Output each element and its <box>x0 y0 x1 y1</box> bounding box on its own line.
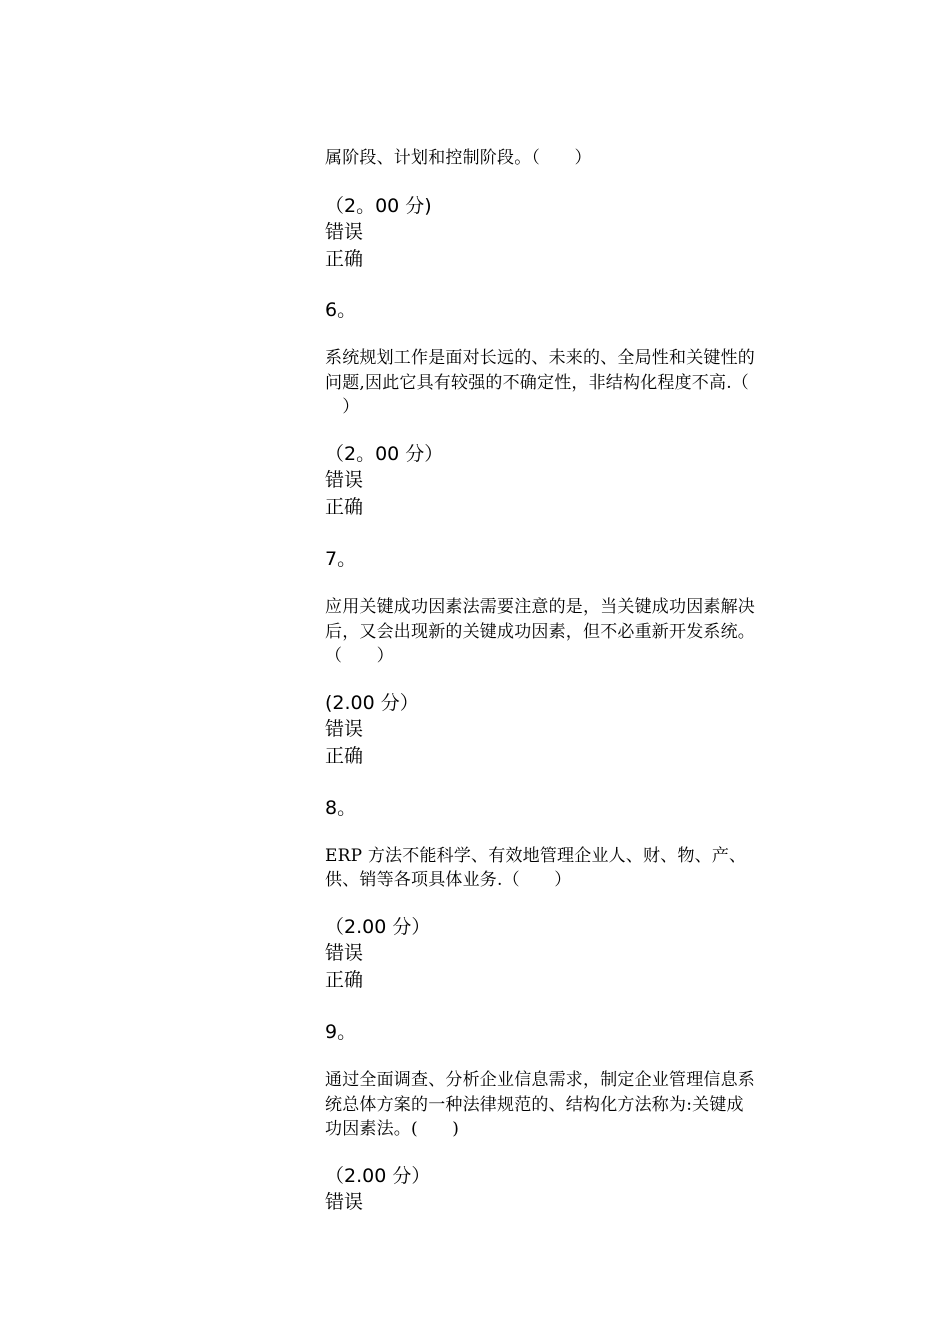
q7-number: 7。 <box>325 548 357 570</box>
q6-score: （2。00 分） <box>325 443 444 465</box>
q8-number: 8。 <box>325 797 357 819</box>
q5-option-wrong[interactable]: 错误 <box>325 221 364 243</box>
q6-option-wrong[interactable]: 错误 <box>325 469 364 491</box>
q6-number: 6。 <box>325 299 357 321</box>
q8-option-correct[interactable]: 正确 <box>325 969 364 991</box>
q5-text-line: 属阶段、计划和控制阶段。（ ） <box>325 148 592 168</box>
q7-option-wrong[interactable]: 错误 <box>325 718 364 740</box>
q8-text-line: ERP 方法不能科学、有效地管理企业人、财、物、产、 <box>325 846 747 866</box>
q8-score: （2.00 分） <box>325 916 431 938</box>
q9-text-line: 统总体方案的一种法律规范的、结构化方法称为:关键成 <box>325 1095 744 1115</box>
q8-text-line: 供、销等各项具体业务.（ ） <box>325 870 572 890</box>
q6-text-line: ） <box>325 397 360 417</box>
q7-option-correct[interactable]: 正确 <box>325 745 364 767</box>
q6-text-line: 系统规划工作是面对长远的、未来的、全局性和关键性的 <box>325 348 755 368</box>
q9-number: 9。 <box>325 1021 357 1043</box>
q6-option-correct[interactable]: 正确 <box>325 496 364 518</box>
q6-text-line: 问题,因此它具有较强的不确定性，非结构化程度不高.（ <box>325 373 750 393</box>
q7-text-line: （ ） <box>325 646 394 666</box>
q9-option-wrong[interactable]: 错误 <box>325 1191 364 1213</box>
q9-score: （2.00 分） <box>325 1165 431 1187</box>
q5-option-correct[interactable]: 正确 <box>325 248 364 270</box>
q9-text-line: 通过全面调查、分析企业信息需求，制定企业管理信息系 <box>325 1070 755 1090</box>
q7-text-line: 后，又会出现新的关键成功因素，但不必重新开发系统。 <box>325 622 755 642</box>
q5-score: （2。00 分) <box>325 195 432 217</box>
q8-option-wrong[interactable]: 错误 <box>325 942 364 964</box>
q7-text-line: 应用关键成功因素法需要注意的是，当关键成功因素解决 <box>325 597 755 617</box>
q9-text-line: 功因素法。( ) <box>325 1119 460 1139</box>
q7-score: (2.00 分） <box>325 692 419 714</box>
